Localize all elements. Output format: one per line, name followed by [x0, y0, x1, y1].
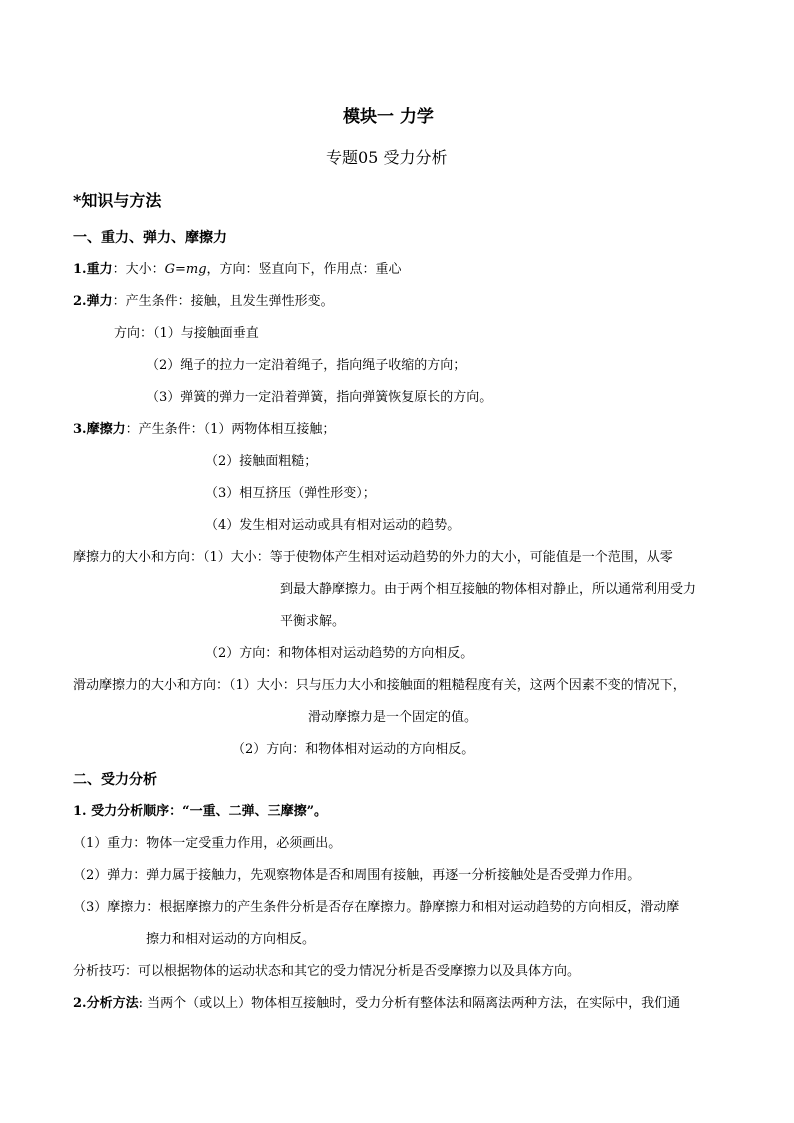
- analysis-order-title: 1. 受力分析顺序：“一重、二弹、三摩擦”。: [73, 804, 328, 819]
- analysis-method-label: 2.分析方法: [73, 996, 139, 1011]
- elastic-direction-1: 方向：（1）与接触面垂直: [114, 326, 259, 341]
- gravity-text-a: ：大小：: [112, 262, 165, 277]
- analysis-tip: 分析技巧：可以根据物体的运动状态和其它的受力情况分析是否受摩擦力以及具体方向。: [73, 964, 581, 979]
- elastic-direction-2: （2）绳子的拉力一定沿着绳子，指向绳子收缩的方向；: [146, 358, 467, 373]
- part2-heading: 二、受力分析: [73, 772, 157, 788]
- analysis-method-text: : 当两个（或以上）物体相互接触时，受力分析有整体法和隔离法两种方法，在实际中，我们通: [138, 996, 681, 1011]
- page-title: 模块一 力学: [343, 107, 434, 127]
- gravity-line: [73, 261, 402, 279]
- analysis-item-friction-2: 擦力和相对运动的方向相反。: [146, 932, 316, 947]
- sliding-friction-line-3: （2）方向：和物体相对运动的方向相反。: [232, 742, 475, 757]
- analysis-item-elastic: （2）弹力：弹力属于接触力，先观察物体是否和周围有接触，再逐一分析接触处是否受弹力作用。: [73, 868, 641, 883]
- sliding-friction-line-2: 滑动摩擦力是一个固定的值。: [308, 710, 478, 725]
- gravity-text-b: ，方向：竖直向下，作用点：重心: [206, 262, 402, 277]
- friction-label: 3.摩擦力: [73, 422, 126, 437]
- static-friction-line-3: 平衡求解。: [280, 614, 346, 629]
- page-subtitle: 专题05 受力分析: [326, 148, 448, 167]
- sliding-friction-line-1: 滑动摩擦力的大小和方向：（1）大小：只与压力大小和接触面的粗糙程度有关，这两个因素不变的情况下，: [73, 678, 686, 693]
- static-friction-line-1: 摩擦力的大小和方向：（1）大小：等于使物体产生相对运动趋势的外力的大小，可能值是一个范围，从零: [73, 550, 673, 565]
- elastic-line: [73, 293, 334, 311]
- analysis-item-friction-1: （3）摩擦力：根据摩擦力的产生条件分析是否存在摩擦力。静摩擦力和相对运动趋势的方向相反，滑动摩: [73, 900, 680, 915]
- gravity-label: 1.重力: [73, 262, 113, 277]
- elastic-direction-3: （3）弹簧的弹力一定沿着弹簧，指向弹簧恢复原长的方向。: [146, 390, 493, 405]
- part1-heading: 一、重力、弹力、摩擦力: [73, 230, 227, 246]
- analysis-item-gravity: （1）重力：物体一定受重力作用，必须画出。: [73, 836, 342, 851]
- elastic-text: ：产生条件：接触，且发生弹性形变。: [112, 294, 334, 309]
- static-friction-line-2: 到最大静摩擦力。由于两个相互接触的物体相对静止，所以通常利用受力: [280, 582, 697, 597]
- friction-condition-3: （3）相互挤压（弹性形变）；: [205, 486, 376, 501]
- friction-condition-2: （2）接触面粗糙；: [205, 454, 318, 469]
- friction-condition-4: （4）发生相对运动或具有相对运动的趋势。: [205, 518, 461, 533]
- friction-condition-1: ：产生条件：（1）两物体相互接触；: [125, 422, 336, 437]
- friction-line: [73, 421, 335, 439]
- gravity-formula: G=mg: [164, 262, 207, 277]
- elastic-label: 2.弹力: [73, 294, 113, 309]
- static-friction-line-4: （2）方向：和物体相对运动趋势的方向相反。: [205, 646, 474, 661]
- analysis-method-line: [73, 995, 680, 1013]
- section-heading: *知识与方法: [73, 191, 162, 210]
